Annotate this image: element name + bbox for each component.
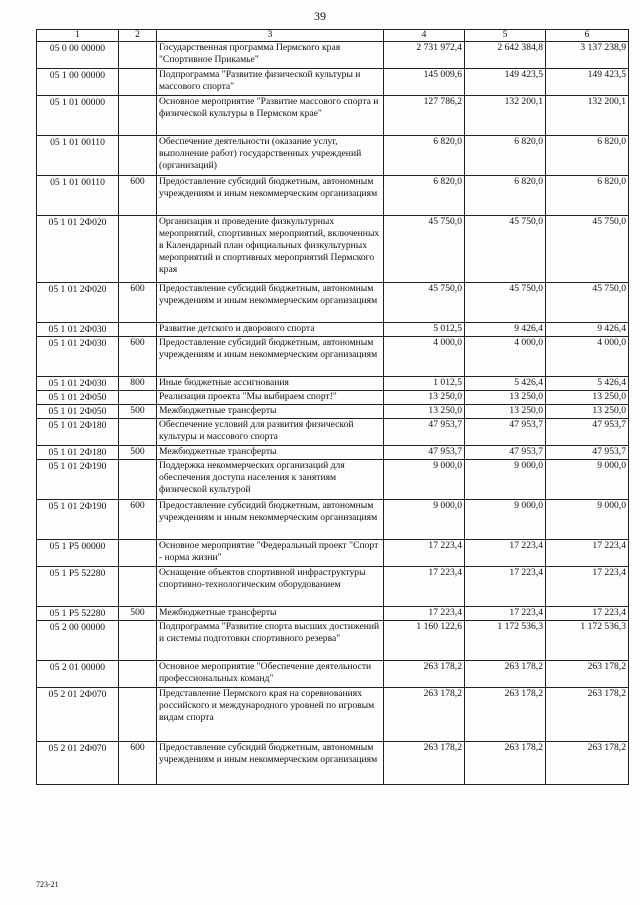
row-value-year2: 45 750,0 xyxy=(465,216,546,283)
row-name: Оснащение объектов спортивной инфраструктуры спортивно-технологическим оборудованием xyxy=(157,567,384,607)
row-code: 05 2 01 2Ф070 xyxy=(37,688,119,742)
table-row xyxy=(37,621,629,661)
column-number-header: 4 xyxy=(384,30,465,42)
row-value-year1: 13 250,0 xyxy=(384,405,465,419)
table-row xyxy=(37,69,629,96)
row-code: 05 1 P5 52280 xyxy=(37,567,119,607)
row-value-year3: 45 750,0 xyxy=(546,283,629,323)
row-value-year3: 6 820,0 xyxy=(546,176,629,216)
row-value-year3: 13 250,0 xyxy=(546,391,629,405)
row-value-year1: 17 223,4 xyxy=(384,567,465,607)
column-number-header: 2 xyxy=(119,30,157,42)
row-code: 05 1 01 2Ф050 xyxy=(37,391,119,405)
row-value-year1: 2 731 972,4 xyxy=(384,42,465,69)
row-expense-type xyxy=(119,323,157,337)
row-value-year3: 263 178,2 xyxy=(546,742,629,785)
row-value-year1: 9 000,0 xyxy=(384,500,465,540)
row-value-year3: 13 250,0 xyxy=(546,405,629,419)
row-value-year3: 5 426,4 xyxy=(546,377,629,391)
table-row xyxy=(37,176,629,216)
row-code: 05 1 01 2Ф020 xyxy=(37,283,119,323)
table-row xyxy=(37,391,629,405)
row-expense-type xyxy=(119,216,157,283)
row-name: Предоставление субсидий бюджетным, автономным учреждениям и иным некоммерческим организациям xyxy=(157,337,384,377)
column-number-header-row xyxy=(37,30,629,42)
row-value-year2: 17 223,4 xyxy=(465,567,546,607)
row-name: Государственная программа Пермского края "Спортивное Прикамье" xyxy=(157,42,384,69)
row-name: Предоставление субсидий бюджетным, автономным учреждениям и иным некоммерческим организациям xyxy=(157,176,384,216)
row-value-year3: 17 223,4 xyxy=(546,567,629,607)
row-expense-type xyxy=(119,391,157,405)
row-value-year3: 4 000,0 xyxy=(546,337,629,377)
row-expense-type xyxy=(119,688,157,742)
row-value-year3: 17 223,4 xyxy=(546,607,629,621)
row-code: 05 1 P5 52280 xyxy=(37,607,119,621)
table-row xyxy=(37,446,629,460)
row-value-year3: 47 953,7 xyxy=(546,446,629,460)
row-name: Подпрограмма "Развитие спорта высших достижений и системы подготовки спортивного резерва" xyxy=(157,621,384,661)
row-code: 05 1 01 2Ф020 xyxy=(37,216,119,283)
row-expense-type: 800 xyxy=(119,377,157,391)
row-name: Представление Пермского края на соревнованиях российского и международного уровней по игровым видам спорта xyxy=(157,688,384,742)
table-row xyxy=(37,96,629,136)
row-name: Предоставление субсидий бюджетным, автономным учреждениям и иным некоммерческим организациям xyxy=(157,742,384,785)
row-value-year3: 263 178,2 xyxy=(546,661,629,688)
row-expense-type xyxy=(119,567,157,607)
column-number-header: 1 xyxy=(37,30,119,42)
row-value-year1: 263 178,2 xyxy=(384,742,465,785)
row-name: Межбюджетные трансферты xyxy=(157,405,384,419)
row-value-year3: 3 137 238,9 xyxy=(546,42,629,69)
row-value-year1: 13 250,0 xyxy=(384,391,465,405)
table-row xyxy=(37,540,629,567)
row-value-year3: 149 423,5 xyxy=(546,69,629,96)
row-value-year1: 45 750,0 xyxy=(384,216,465,283)
row-code: 05 1 P5 00000 xyxy=(37,540,119,567)
row-value-year1: 263 178,2 xyxy=(384,688,465,742)
row-name: Предоставление субсидий бюджетным, автономным учреждениям и иным некоммерческим организациям xyxy=(157,283,384,323)
row-expense-type: 500 xyxy=(119,607,157,621)
table-row xyxy=(37,419,629,446)
table-row xyxy=(37,460,629,500)
row-code: 05 2 01 00000 xyxy=(37,661,119,688)
row-value-year1: 4 000,0 xyxy=(384,337,465,377)
budget-table xyxy=(36,29,629,785)
row-code: 05 1 01 00110 xyxy=(37,176,119,216)
row-name: Основное мероприятие "Обеспечение деятельности профессиональных команд" xyxy=(157,661,384,688)
row-value-year2: 1 172 536,3 xyxy=(465,621,546,661)
table-row xyxy=(37,661,629,688)
row-name: Обеспечение условий для развития физической культуры и массового спорта xyxy=(157,419,384,446)
row-value-year1: 1 012,5 xyxy=(384,377,465,391)
row-expense-type: 600 xyxy=(119,176,157,216)
row-expense-type xyxy=(119,42,157,69)
row-expense-type xyxy=(119,661,157,688)
row-name: Реализация проекта "Мы выбираем спорт!" xyxy=(157,391,384,405)
row-value-year3: 132 200,1 xyxy=(546,96,629,136)
row-code: 05 1 01 00000 xyxy=(37,96,119,136)
row-value-year2: 5 426,4 xyxy=(465,377,546,391)
row-value-year3: 45 750,0 xyxy=(546,216,629,283)
table-row xyxy=(37,323,629,337)
row-value-year1: 263 178,2 xyxy=(384,661,465,688)
row-expense-type: 600 xyxy=(119,500,157,540)
row-code: 05 1 01 00110 xyxy=(37,136,119,176)
table-row xyxy=(37,136,629,176)
row-expense-type: 500 xyxy=(119,446,157,460)
row-expense-type xyxy=(119,136,157,176)
row-value-year3: 47 953,7 xyxy=(546,419,629,446)
row-value-year1: 1 160 122,6 xyxy=(384,621,465,661)
table-row xyxy=(37,405,629,419)
row-code: 05 1 01 2Ф180 xyxy=(37,419,119,446)
row-value-year3: 9 426,4 xyxy=(546,323,629,337)
row-code: 05 2 00 00000 xyxy=(37,621,119,661)
table-row xyxy=(37,567,629,607)
table-row xyxy=(37,688,629,742)
row-name: Обеспечение деятельности (оказание услуг, выполнение работ) государственных учреждений (организаций) xyxy=(157,136,384,176)
row-value-year2: 47 953,7 xyxy=(465,419,546,446)
row-value-year2: 13 250,0 xyxy=(465,391,546,405)
table-row xyxy=(37,607,629,621)
column-number-header: 3 xyxy=(157,30,384,42)
row-value-year2: 17 223,4 xyxy=(465,540,546,567)
row-value-year1: 17 223,4 xyxy=(384,607,465,621)
row-value-year1: 9 000,0 xyxy=(384,460,465,500)
table-row xyxy=(37,283,629,323)
row-value-year1: 45 750,0 xyxy=(384,283,465,323)
row-expense-type xyxy=(119,621,157,661)
row-value-year1: 17 223,4 xyxy=(384,540,465,567)
table-row xyxy=(37,500,629,540)
row-name: Предоставление субсидий бюджетным, автономным учреждениям и иным некоммерческим организациям xyxy=(157,500,384,540)
column-number-header: 5 xyxy=(465,30,546,42)
row-code: 05 1 01 2Ф190 xyxy=(37,500,119,540)
row-value-year3: 263 178,2 xyxy=(546,688,629,742)
row-value-year1: 47 953,7 xyxy=(384,446,465,460)
row-value-year2: 149 423,5 xyxy=(465,69,546,96)
row-value-year2: 9 000,0 xyxy=(465,460,546,500)
row-expense-type xyxy=(119,96,157,136)
column-number-header: 6 xyxy=(546,30,629,42)
row-code: 05 1 01 2Ф030 xyxy=(37,337,119,377)
row-value-year2: 9 000,0 xyxy=(465,500,546,540)
row-name: Поддержка некоммерческих организаций для обеспечения доступа населения к занятиям физической культурой xyxy=(157,460,384,500)
row-value-year1: 5 012,5 xyxy=(384,323,465,337)
row-value-year2: 263 178,2 xyxy=(465,742,546,785)
row-value-year3: 6 820,0 xyxy=(546,136,629,176)
row-value-year2: 2 642 384,8 xyxy=(465,42,546,69)
row-name: Основное мероприятие "Развитие массового спорта и физической культуры в Пермском крае" xyxy=(157,96,384,136)
row-value-year2: 6 820,0 xyxy=(465,176,546,216)
row-name: Межбюджетные трансферты xyxy=(157,607,384,621)
table-row xyxy=(37,42,629,69)
page-number: 39 xyxy=(314,9,326,23)
row-value-year2: 9 426,4 xyxy=(465,323,546,337)
row-code: 05 1 01 2Ф030 xyxy=(37,377,119,391)
row-value-year3: 17 223,4 xyxy=(546,540,629,567)
table-row xyxy=(37,337,629,377)
row-name: Развитие детского и дворового спорта xyxy=(157,323,384,337)
row-expense-type xyxy=(119,460,157,500)
row-expense-type: 500 xyxy=(119,405,157,419)
row-value-year2: 47 953,7 xyxy=(465,446,546,460)
row-name: Межбюджетные трансферты xyxy=(157,446,384,460)
row-name: Основное мероприятие "Федеральный проект "Спорт - норма жизни" xyxy=(157,540,384,567)
table-row xyxy=(37,216,629,283)
row-code: 05 1 01 2Ф050 xyxy=(37,405,119,419)
row-value-year2: 17 223,4 xyxy=(465,607,546,621)
row-code: 05 1 01 2Ф030 xyxy=(37,323,119,337)
row-expense-type xyxy=(119,419,157,446)
row-value-year2: 132 200,1 xyxy=(465,96,546,136)
table-row xyxy=(37,742,629,785)
document-code: 723-21 xyxy=(36,880,59,889)
table-row xyxy=(37,377,629,391)
row-value-year2: 13 250,0 xyxy=(465,405,546,419)
row-expense-type xyxy=(119,69,157,96)
row-value-year1: 6 820,0 xyxy=(384,136,465,176)
row-value-year2: 4 000,0 xyxy=(465,337,546,377)
row-name: Организация и проведение физкультурных мероприятий, спортивных мероприятий, включенных в Календарный план официальных физкультурных мероприятий и спортивных мероприятий Пермского края xyxy=(157,216,384,283)
row-value-year3: 9 000,0 xyxy=(546,460,629,500)
row-expense-type xyxy=(119,540,157,567)
row-code: 05 1 01 2Ф190 xyxy=(37,460,119,500)
row-code: 05 1 00 00000 xyxy=(37,69,119,96)
row-code: 05 1 01 2Ф180 xyxy=(37,446,119,460)
row-value-year2: 45 750,0 xyxy=(465,283,546,323)
row-value-year1: 127 786,2 xyxy=(384,96,465,136)
row-value-year1: 6 820,0 xyxy=(384,176,465,216)
row-value-year2: 263 178,2 xyxy=(465,661,546,688)
row-expense-type: 600 xyxy=(119,337,157,377)
row-value-year2: 263 178,2 xyxy=(465,688,546,742)
row-expense-type: 600 xyxy=(119,742,157,785)
row-value-year3: 1 172 536,3 xyxy=(546,621,629,661)
row-value-year2: 6 820,0 xyxy=(465,136,546,176)
row-code: 05 2 01 2Ф070 xyxy=(37,742,119,785)
row-code: 05 0 00 00000 xyxy=(37,42,119,69)
row-value-year3: 9 000,0 xyxy=(546,500,629,540)
row-value-year1: 145 009,6 xyxy=(384,69,465,96)
row-name: Иные бюджетные ассигнования xyxy=(157,377,384,391)
row-name: Подпрограмма "Развитие физической культуры и массового спорта" xyxy=(157,69,384,96)
row-value-year1: 47 953,7 xyxy=(384,419,465,446)
row-expense-type: 600 xyxy=(119,283,157,323)
